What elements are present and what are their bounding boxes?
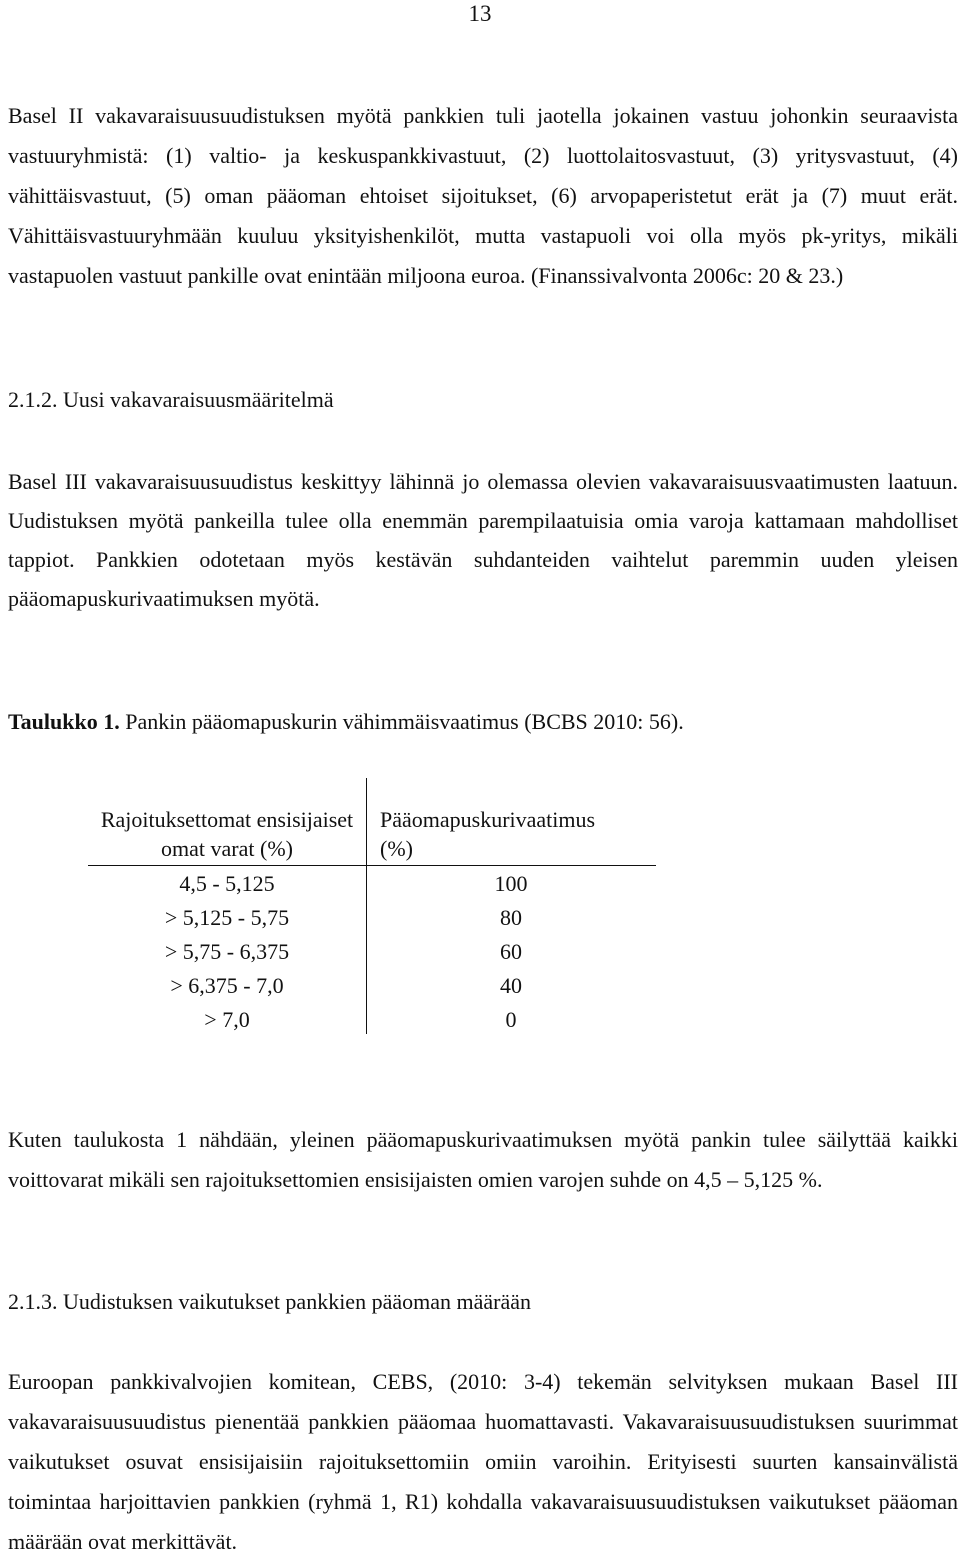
paragraph-cebs: Euroopan pankkivalvojien komitean, CEBS, (2010: 3-4) tekemän selvityksen mukaan Basel III vakavaraisuusuudistus pienentää pankkien pääomaa huomattavasti. Vakavaraisuusuudistuksen suurimmat vaikutukset osuvat ensisijaisiin rajoituksettomiin omiin varoihin. Erityisesti suurten kansainvälistä toimintaa harjoittavien pankkien (ryhmä 1, R1) kohdalla vakavaraisuusuudistuksen vaikutukset pääoman määrään ovat merkittävät. — [8, 1369, 958, 1554]
table-header-buffer-line1: Pääomapuskurivaatimus — [380, 807, 596, 832]
table-header-cet1-line1: Rajoituksettomat ensisijaiset — [100, 807, 354, 832]
table-header-rule — [88, 865, 656, 866]
table-header-buffer — [380, 805, 595, 863]
table-cell-requirement: 80 — [500, 905, 522, 930]
table-cell-range: > 5,75 - 6,375 — [164, 939, 290, 964]
paragraph-basel-ii: Basel II vakavaraisuusuudistuksen myötä pankkien tuli jaotella jokainen vastuu johonkin seuraavista vastuuryhmistä: (1) valtio- ja keskuspankkivastuut, (2) luottolaitosvastuut, (3) yritysvastuut, (4) vähittäisvastuut, (5) oman pääoman ehtoiset sijoitukset, (6) arvopaperistetut erät ja (7) muut erät. Vähittäisvastuuryhmään kuuluu yksityishenkilöt, mutta vastapuoli voi olla myös pk-yritys, mikäli vastapuolen vastuut pankille ovat enintään miljoona euroa. (Finanssivalvonta 2006c: 20 & 23.) — [8, 103, 958, 288]
table-cell-requirement: 40 — [500, 973, 522, 998]
table-cell-range: 4,5 - 5,125 — [179, 871, 275, 896]
table-header-buffer-line2: (%) — [380, 836, 413, 861]
table-caption-text: Pankin pääomapuskurin vähimmäisvaatimus (BCBS 2010: 56). — [119, 709, 684, 734]
table-header-cet1-line2: omat varat (%) — [161, 836, 293, 861]
table-cell-requirement: 0 — [505, 1007, 517, 1032]
table-cell-range: > 6,375 - 7,0 — [170, 973, 284, 998]
section-heading-2-1-2: 2.1.2. Uusi vakavaraisuusmääritelmä — [8, 387, 334, 412]
table-caption-label: Taulukko 1. — [8, 709, 120, 734]
table-cell-requirement: 100 — [494, 871, 528, 896]
table-header-cet1 — [88, 805, 366, 863]
table-cell-requirement: 60 — [500, 939, 522, 964]
paragraph-table-interpretation: Kuten taulukosta 1 nähdään, yleinen pääomapuskurivaatimuksen myötä pankin tulee säilyttää kaikki voittovarat mikäli sen rajoituksettomien ensisijaisten omien varojen suhde on 4,5 – 5,125 %. — [8, 1127, 958, 1192]
page-number: 13 — [468, 1, 492, 26]
table-column-divider — [366, 778, 367, 1034]
table-cell-range: > 7,0 — [204, 1007, 250, 1032]
table-caption — [8, 707, 684, 737]
paragraph-basel-iii: Basel III vakavaraisuusuudistus keskittyy lähinnä jo olemassa olevien vakavaraisuusvaatimusten laatuun. Uudistuksen myötä pankeilla tulee olla enemmän parempilaatuisia omia varoja kattamaan mahdolliset tappiot. Pankkien odotetaan myös kestävän suhdanteiden vaihtelut paremmin uuden yleisen pääomapuskurivaatimuksen myötä. — [8, 469, 958, 611]
section-heading-2-1-3: 2.1.3. Uudistuksen vaikutukset pankkien pääoman määrään — [8, 1289, 531, 1314]
table-cell-range: > 5,125 - 5,75 — [164, 905, 290, 930]
